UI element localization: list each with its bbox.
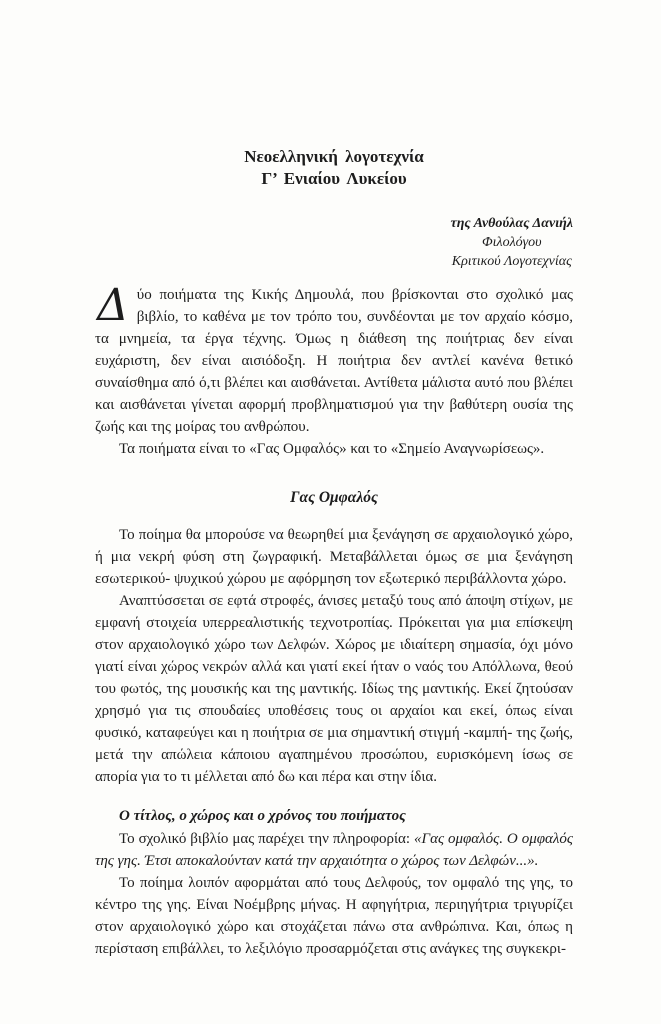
gas-omfalos-paragraph-1: Το ποίημα θα μπορούσε να θεωρηθεί μια ξενάγηση σε αρχαιολογικό χώρο, ή μια νεκρή φύση στη ζωγραφική. Μεταβάλλεται όμως σε μια ξενάγηση εσωτερικού- ψυχικού χώρου με αφόρμηση τον εξωτερικό περιβάλλοντα χώρο. — [95, 527, 573, 587]
intro-paragraph-text: ύο ποιήματα της Κικής Δημουλά, που βρίσκονται στο σχολικό μας βιβλίο, το καθένα με τον τρόπο του, συνδέονται με τον αρχαίο κόσμο, τα μνημεία, τα έργα τέχνης. Όμως η διάθεση της ποιήτριας δεν είναι ευχάριστη, δεν είναι αισιόδοξη. Η ποιήτρια δεν αντλεί κανένα θετικό συναίσθημα από ό,τι βλέπει και αισθάνεται. Αντίθετα μάλιστα αυτό που βλέπει και αισθάνεται γίνεται αφορμή προβληματισμού για την βαθύτερη ουσία της ζωής και της μοίρας του ανθρώπου. — [95, 287, 573, 435]
subsection-heading-titlos: Ο τίτλος, ο χώρος και ο χρόνος του ποιήματος — [119, 808, 406, 824]
poems-list-paragraph: Τα ποιήματα είναι το «Γας Ομφαλός» και το «Σημείο Αναγνωρίσεως». — [119, 441, 545, 457]
byline — [95, 214, 573, 271]
titlos-paragraph-1 — [95, 828, 573, 872]
titlos-paragraph-1-lead: Το σχολικό βιβλίο μας παρέχει την πληροφορία: — [119, 831, 415, 847]
byline-block — [451, 214, 573, 271]
document-body — [95, 280, 573, 960]
intro-paragraph — [95, 280, 573, 438]
gas-omfalos-paragraph-2: Αναπτύσσεται σε εφτά στροφές, άνισες μεταξύ τους από άποψη στίχων, με εμφανή στοιχεία υπερρεαλιστικής τεχνοτροπίας. Πρόκειται για μια επίσκεψη στον αρχαιολογικό χώρο των Δελφών. Χώρος με ιδιαίτερη σημασία, όχι μόνο γιατί είναι χώρος νεκρών αλλά και γιατί εκεί ήταν ο ναός του Απόλλωνα, θεού του φωτός, της μουσικής και της μαντικής. Ιδίως της μαντικής. Εκεί ζητούσαν χρησμό για τις σπουδαίες υποθέσεις τους οι αρχαίοι και εκεί, όπως είναι φυσικό, καταφεύγει και η ποιήτρια σε μια σημαντική στιγμή -καμπή- της ζωής, μετά την απώλεια κάποιου αγαπημένου προσώπου, ευρισκόμενη ίσως σε απορία για το τι μέλλεται από δω και πέρα και στην ίδια. — [95, 593, 573, 785]
page-subtitle: Γ’ Ενιαίου Λυκείου — [261, 169, 407, 188]
drop-cap-delta: Δ — [97, 280, 129, 331]
section-heading-gas-omfalos: Γας Ομφαλός — [290, 489, 378, 506]
byline-role-critic: Κριτικού Λογοτεχνίας — [451, 254, 572, 269]
document-header — [95, 146, 573, 190]
titlos-paragraph-1-quote: «Γας ομφαλός. Ο ομφαλός της γης. Έτσι αποκαλούνταν κατά την αρχαιότητα ο χώρος των Δελφών...». — [95, 831, 573, 869]
byline-author: της Ανθούλας Δανιήλ — [450, 216, 573, 231]
titlos-paragraph-2: Το ποίημα λοιπόν αφορμάται από τους Δελφούς, τον ομφαλό της γης, το κέντρο της γης. Είναι Νοέμβρης μήνας. Η αφηγήτρια, περιηγήτρια τριγυρίζει στον αρχαιολογικό χώρο και στοχάζεται πάνω στα ανθρώπινα. Και, όπως η περίσταση επιβάλλει, το λεξιλόγιο προσαρμόζεται στις ανάγκες της συγκεκρι- — [95, 875, 573, 957]
byline-role-philologist: Φιλολόγου — [481, 235, 542, 250]
page-title: Νεοελληνική λογοτεχνία — [244, 147, 424, 166]
